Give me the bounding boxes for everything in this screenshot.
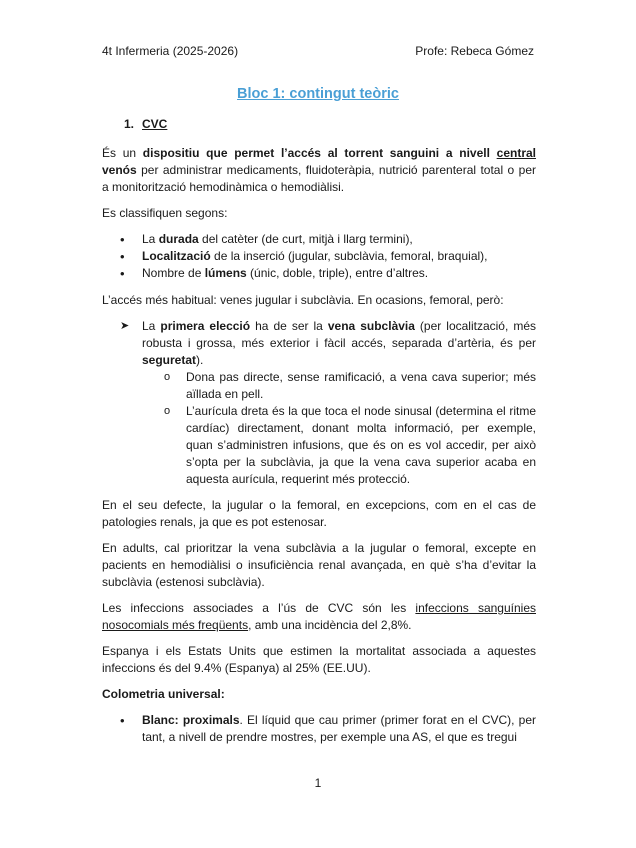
paragraph-adults: En adults, cal prioritzar la vena subclàvia a la jugular o femoral, excepte en pacients en hemodiàlisi o insuficiència renal avançada, en què s’ha d’evitar la subclàvia (estenosi subclàvia). bbox=[102, 541, 536, 589]
list-item: • Nombre de lúmens (únic, doble, triple), entre d’altres. bbox=[102, 265, 536, 282]
page-title: Bloc 1: contingut teòric bbox=[237, 86, 399, 102]
arrow-bullet-icon: ➤ bbox=[120, 320, 130, 332]
section-label: CVC bbox=[142, 117, 168, 131]
paragraph-alternatives: En el seu defecte, la jugular o la femoral, en excepcions, com en el cas de patologies renals, ja que es pot estenosar. bbox=[102, 498, 536, 529]
paragraph-infections: Les infeccions associades a l’ús de CVC són les infeccions sanguínies nosocomials més freqüents, amb una incidència del 2,8%. bbox=[102, 601, 536, 632]
sub-list bbox=[142, 369, 536, 488]
paragraph-access: L’accés més habitual: venes jugular i subclàvia. En ocasions, femoral, però: bbox=[102, 293, 504, 307]
classification-list bbox=[102, 231, 536, 282]
page-header bbox=[102, 44, 534, 58]
section-heading bbox=[124, 116, 536, 133]
list-item: • Localització de la inserció (jugular, subclàvia, femoral, braquial), bbox=[102, 248, 536, 265]
list-item: • Blanc: proximals. El líquid que cau primer (primer forat en el CVC), per tant, a nivell de prendre mostres, per exemple una AS, el que es tregui bbox=[102, 712, 536, 746]
subheading-colometria: Colometria universal: bbox=[102, 687, 225, 701]
list-item: • La durada del catèter (de curt, mitjà i llarg termini), bbox=[102, 231, 536, 248]
arrow-list bbox=[102, 318, 536, 488]
teacher-label: Profe: Rebeca Gómez bbox=[415, 44, 534, 58]
course-label: 4t Infermeria (2025-2026) bbox=[102, 44, 239, 58]
list-item: ➤ La primera elecció ha de ser la vena subclàvia (per localització, més robusta i grossa, més exterior i fàcil accés, separada d’artèria, és per seguretat). o Dona pas directe, sense ramificació, a vena cava superior; més aïllada en pell. o L’aurícula dreta és la que toca el node sinusal (determina el ritme cardíac) directament, donant molta informació, per exemple, quan s’administren infusions, que és on es vol accedir, per això s’opta per la subclàvia, ja que la vena cava superior acaba en aquesta aurícula, requerint més protecció. bbox=[102, 318, 536, 488]
sub-list-item: o L’aurícula dreta és la que toca el node sinusal (determina el ritme cardíac) directament, donant molta informació, per exemple, quan s’administren infusions, que és on es vol accedir, per això s’opta per la subclàvia, ja que la vena cava superior acaba en aquesta aurícula, requerint més protecció. bbox=[142, 403, 536, 488]
page-number: 1 bbox=[314, 776, 322, 790]
color-list bbox=[102, 712, 536, 746]
document-body bbox=[102, 116, 536, 756]
section-number: 1. bbox=[124, 117, 135, 131]
paragraph-classification: Es classifiquen segons: bbox=[102, 206, 228, 220]
paragraph-definition: És un dispositiu que permet l’accés al torrent sanguini a nivell central venós per administrar medicaments, fluidoteràpia, nutrició parenteral total o per a monitorització hemodinàmica o hemodiàlisi. bbox=[102, 146, 536, 194]
sub-list-item: o Dona pas directe, sense ramificació, a vena cava superior; més aïllada en pell. bbox=[142, 369, 536, 403]
paragraph-mortality: Espanya i els Estats Units que estimen la mortalitat associada a aquestes infeccions és del 9.4% (Espanya) al 25% (EE.UU). bbox=[102, 644, 536, 675]
